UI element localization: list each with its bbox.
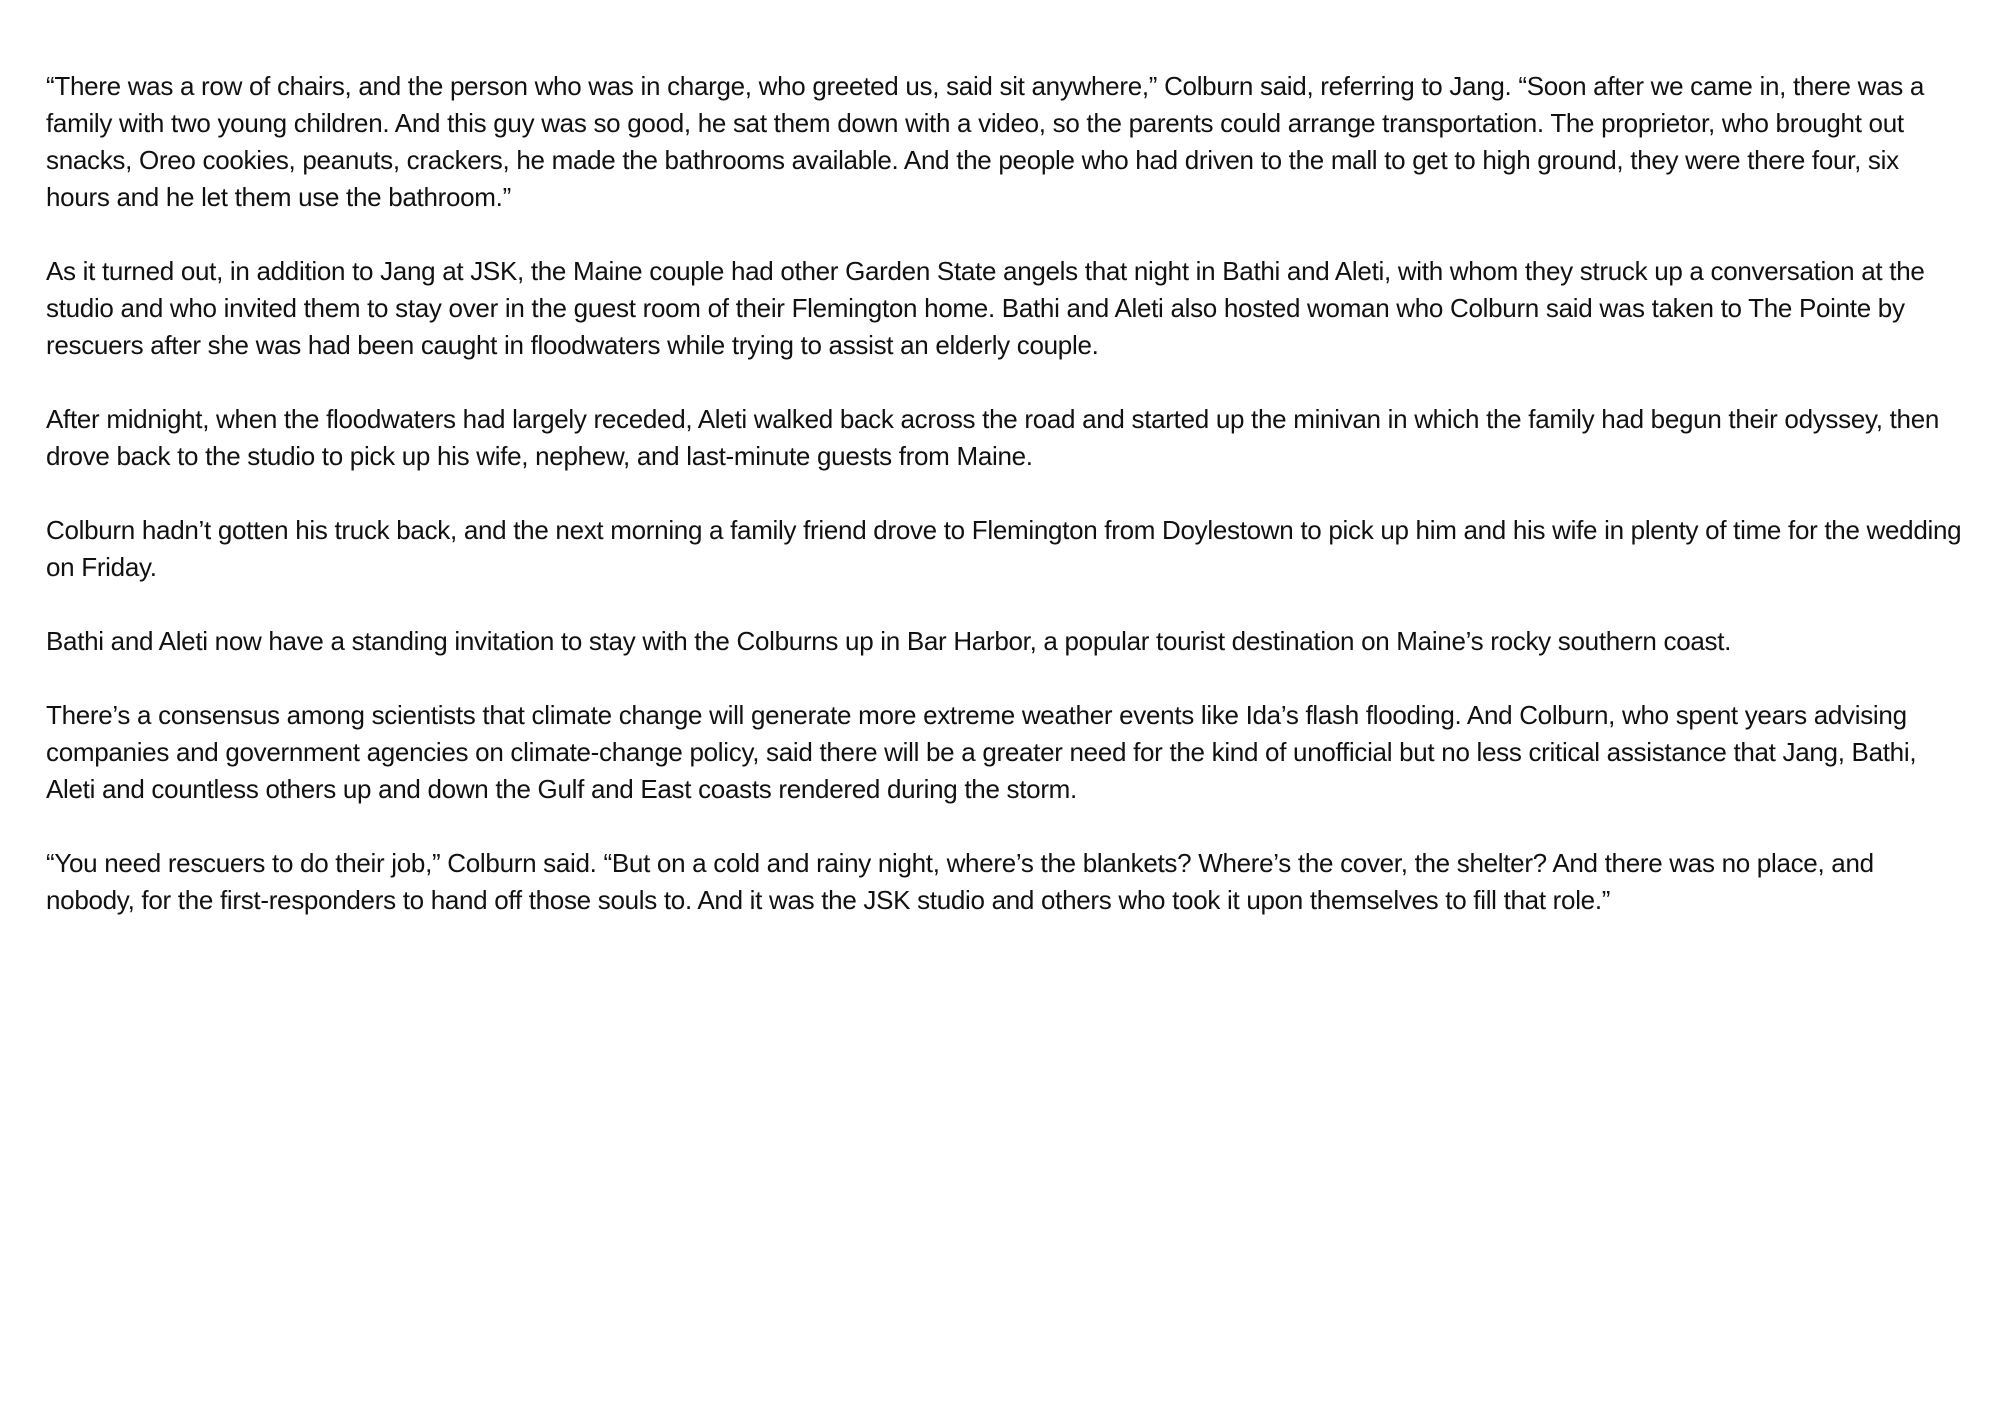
paragraph-1: “There was a row of chairs, and the person who was in charge, who greeted us, said sit anywhere,” Colburn said, referring to Jang. “Soon after we came in, there was a family with two young children. And this guy was so good, he sat them down with a video, so the parents could arrange transportation. The proprietor, who brought out snacks, Oreo cookies, peanuts, crackers, he made the bathrooms available. And the people who had driven to the mall to get to high ground, they were there four, six hours and he let them use the bathroom.” [46,71,1925,212]
paragraph-3: After midnight, when the floodwaters had largely receded, Aleti walked back across the road and started up the minivan in which the family had begun their odyssey, then drove back to the studio to pick up his wife, nephew, and last-minute guests from Maine. [46,404,1940,471]
paragraph-5: Bathi and Aleti now have a standing invitation to stay with the Colburns up in Bar Harbor, a popular tourist destination on Maine’s rocky southern coast. [46,626,1732,656]
paragraph-7: “You need rescuers to do their job,” Colburn said. “But on a cold and rainy night, where’s the blankets? Where’s the cover, the shelter? And there was no place, and nobody, for the first-responders to hand off those souls to. And it was the JSK studio and others who took it upon themselves to fill that role.” [46,848,1874,915]
article-body [46,68,1966,956]
paragraph-2: As it turned out, in addition to Jang at JSK, the Maine couple had other Garden State angels that night in Bathi and Aleti, with whom they struck up a conversation at the studio and who invited them to stay over in the guest room of their Flemington home. Bathi and Aleti also hosted woman who Colburn said was taken to The Pointe by rescuers after she was had been caught in floodwaters while trying to assist an elderly couple. [46,256,1925,360]
paragraph-6: There’s a consensus among scientists that climate change will generate more extreme weather events like Ida’s flash flooding. And Colburn, who spent years advising companies and government agencies on climate-change policy, said there will be a greater need for the kind of unofficial but no less critical assistance that Jang, Bathi, Aleti and countless others up and down the Gulf and East coasts rendered during the storm. [46,700,1917,804]
paragraph-4: Colburn hadn’t gotten his truck back, and the next morning a family friend drove to Flemington from Doylestown to pick up him and his wife in plenty of time for the wedding on Friday. [46,515,1962,582]
